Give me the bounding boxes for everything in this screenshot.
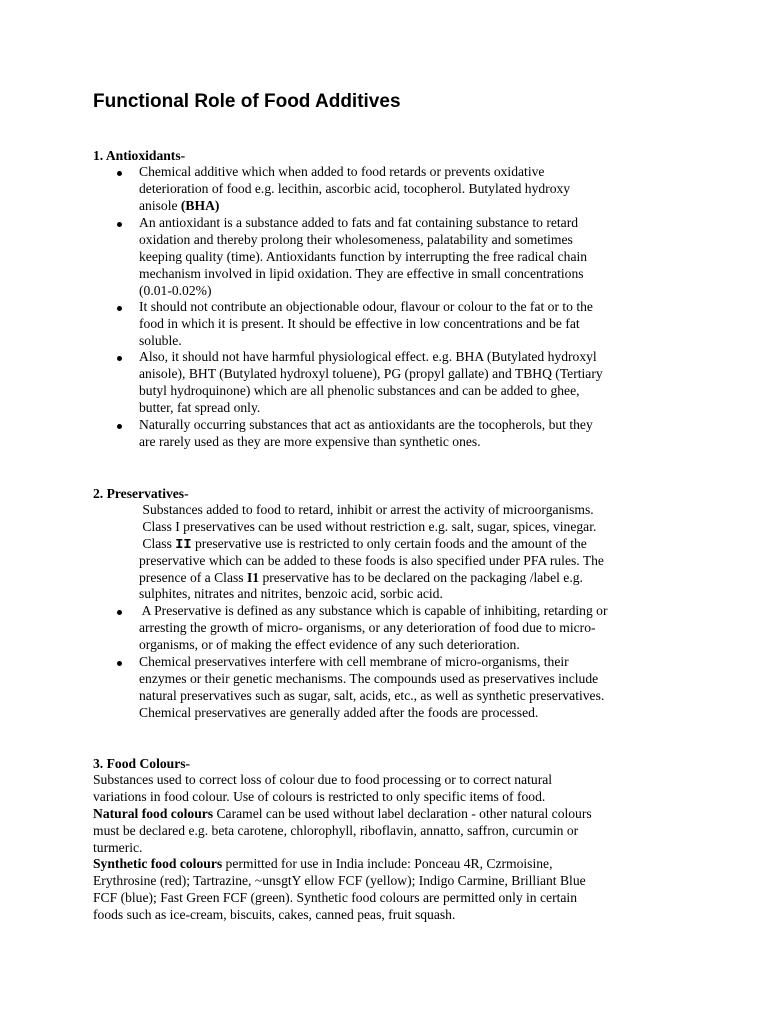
bullet-marker bbox=[117, 356, 122, 361]
text-line: Chemical preservatives are generally added after the foods are processed. bbox=[139, 704, 539, 720]
section-heading-food-colours: 3. Food Colours- bbox=[93, 756, 191, 771]
bha-bold: (BHA) bbox=[180, 197, 220, 213]
text-line: It should not contribute an objectionable odour, flavour or colour to the fat or to the bbox=[139, 299, 593, 314]
text-line: organisms, or of making the effect evidence of any such deterioration. bbox=[139, 636, 520, 652]
text-line: keeping quality (time). Antioxidants function by interrupting the free radical chain bbox=[139, 248, 588, 264]
text-line: Substances used to correct loss of colour due to food processing or to correct natural bbox=[93, 772, 553, 787]
text-line: Substances added to food to retard, inhibit or arrest the activity of microorganisms. bbox=[139, 502, 594, 517]
text-line: food in which it is present. It should be effective in low concentrations and be fat bbox=[139, 315, 580, 331]
text-line: anisole), BHT (Butylated hydroxyl toluene), PG (propyl gallate) and TBHQ (Tertiary bbox=[139, 365, 603, 381]
text-line: butyl hydroquinone) which are all phenolic substances and can be added to ghee, bbox=[139, 382, 580, 398]
text-line: are rarely used as they are more expensive than synthetic ones. bbox=[139, 433, 481, 449]
antioxidant-item-5 bbox=[139, 417, 684, 451]
text-line bbox=[139, 198, 684, 215]
antioxidant-item-1 bbox=[139, 164, 684, 215]
text-line: mechanism involved in lipid oxidation. They are effective in small concentrations bbox=[139, 265, 584, 281]
text-line: Erythrosine (red); Tartrazine, ~unsgtY ellow FCF (yellow); Indigo Carmine, Brilliant Blue bbox=[93, 873, 586, 889]
text-line: enzymes or their genetic mechanisms. The compounds used as preservatives include bbox=[139, 670, 599, 686]
preservative-item-1 bbox=[139, 603, 684, 654]
text-fragment: Class bbox=[139, 535, 176, 551]
text-line bbox=[139, 570, 684, 587]
preservatives-intro bbox=[139, 502, 684, 603]
text-fragment: anisole bbox=[139, 197, 181, 213]
text-line: An antioxidant is a substance added to fats and fat containing substance to retard bbox=[139, 215, 579, 230]
bullet-marker bbox=[117, 661, 122, 666]
section-heading-antioxidants: 1. Antioxidants- bbox=[93, 148, 186, 163]
text-line: A Preservative is defined as any substance which is capable of inhibiting, retarding or bbox=[139, 603, 608, 618]
text-fragment: preservative has to be declared on the packaging /label e.g. bbox=[259, 569, 583, 585]
text-line bbox=[93, 856, 683, 873]
bullet-marker bbox=[117, 171, 122, 176]
text-line: foods such as ice-cream, biscuits, cakes, canned peas, fruit squash. bbox=[93, 907, 456, 923]
text-line: Class I preservatives can be used without restriction e.g. salt, sugar, spices, vinegar. bbox=[139, 518, 597, 534]
text-line: (0.01-0.02%) bbox=[139, 282, 212, 298]
text-line: butter, fat spread only. bbox=[139, 399, 261, 415]
text-line: sulphites, nitrates and nitrites, benzoic acid, sorbic acid. bbox=[139, 586, 443, 602]
text-line: Also, it should not have harmful physiological effect. e.g. BHA (Butylated hydroxyl bbox=[139, 349, 597, 364]
text-fragment: permitted for use in India include: Ponceau 4R, Czrmoisine, bbox=[222, 856, 553, 872]
text-line: preservative which can be added to these foods is also specified under PFA rules. The bbox=[139, 552, 604, 568]
bullet-marker bbox=[117, 222, 122, 227]
text-line: soluble. bbox=[139, 332, 182, 348]
class-ii-mark: II bbox=[175, 537, 192, 553]
text-fragment: presence of a Class bbox=[139, 569, 247, 585]
text-line: oxidation and thereby prolong their wholesomeness, palatability and sometimes bbox=[139, 231, 573, 247]
preservative-item-2 bbox=[139, 654, 684, 722]
section-heading-preservatives: 2. Preservatives- bbox=[93, 486, 189, 501]
bullet-marker bbox=[117, 424, 122, 429]
text-line bbox=[139, 536, 684, 553]
page-title: Functional Role of Food Additives bbox=[93, 91, 401, 112]
text-line: turmeric. bbox=[93, 839, 143, 855]
text-line: variations in food colour. Use of colours is restricted to only specific items of food. bbox=[93, 788, 546, 804]
bullet-marker bbox=[117, 306, 122, 311]
bullet-marker bbox=[117, 610, 122, 615]
antioxidant-item-2 bbox=[139, 215, 684, 299]
class-i1-mark: I1 bbox=[246, 569, 260, 585]
text-line: Chemical additive which when added to food retards or prevents oxidative bbox=[139, 164, 545, 179]
synthetic-colours-label: Synthetic food colours bbox=[93, 856, 223, 872]
text-fragment: preservative use is restricted to only certain foods and the amount of the bbox=[191, 535, 587, 551]
text-line: deterioration of food e.g. lecithin, ascorbic acid, tocopherol. Butylated hydroxy bbox=[139, 180, 571, 196]
food-colours-body bbox=[93, 772, 683, 924]
antioxidant-item-3 bbox=[139, 299, 684, 350]
antioxidant-item-4 bbox=[139, 349, 684, 417]
text-line: natural preservatives such as sugar, salt, acids, etc., as well as synthetic preservatives. bbox=[139, 687, 605, 703]
text-line: FCF (blue); Fast Green FCF (green). Synthetic food colours are permitted only in certain bbox=[93, 890, 577, 906]
text-line: must be declared e.g. beta carotene, chlorophyll, riboflavin, annatto, saffron, curcumin or bbox=[93, 822, 579, 838]
text-fragment: Caramel can be used without label declaration - other natural colours bbox=[213, 805, 592, 821]
text-line: Chemical preservatives interfere with cell membrane of micro-organisms, their bbox=[139, 654, 569, 669]
natural-colours-label: Natural food colours bbox=[93, 805, 214, 821]
text-line: Naturally occurring substances that act as antioxidants are the tocopherols, but they bbox=[139, 417, 593, 432]
text-line bbox=[93, 806, 683, 823]
text-line: arresting the growth of micro- organisms, or any deterioration of food due to micro- bbox=[139, 619, 596, 635]
